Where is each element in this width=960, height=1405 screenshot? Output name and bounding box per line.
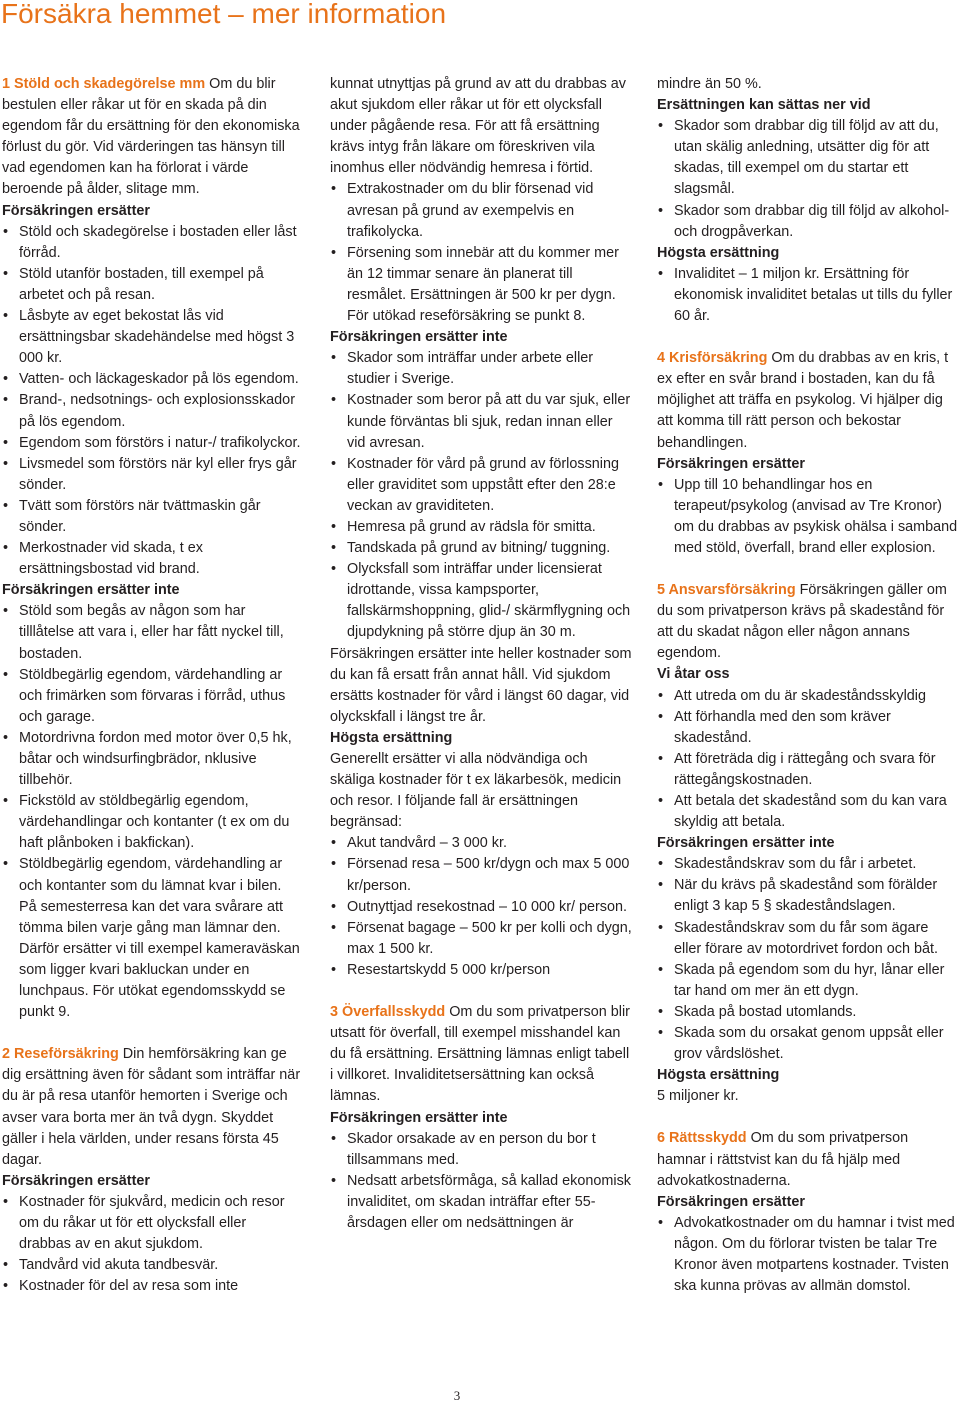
bullet-item: • Outnyttjad resekostnad – 10 000 kr/ person. — [330, 897, 632, 918]
body-text: Försäkringen ersätter inte heller kostnader som du kan få ersatt från annat håll. Vid sjukdom ersätts kostnader för vård i längst 60 dagar, vid olyckskfall i längst tre år. — [330, 645, 632, 725]
bullet-item: • Skada på egendom som du hyr, lånar eller tar hand om mer än ett dygn. — [657, 960, 958, 1002]
section-heading: Försäkringen ersätter — [2, 1172, 150, 1189]
bullet-item: • Att företräda dig i rättegång och svara för rättegångskostnaden. — [657, 749, 958, 791]
bullet-item: • Skada som du orsakat genom uppsåt eller grov vårdslöshet. — [657, 1023, 958, 1065]
section-number-title: 2 Reseförsäkring — [2, 1046, 119, 1063]
bullet-item: • Försening som innebär att du kommer mer än 12 timmar senare än planerat till resmålet. Ersättningen är 500 kr per dygn. För utökad reseförsäkring se punkt 8. — [330, 243, 632, 327]
bullet-item: • Fickstöld av stöldbegärlig egendom, värdehandlingar och kontanter (t ex om du haft plånboken i bakfickan). — [2, 791, 302, 854]
section-paragraph — [2, 74, 302, 201]
bullet-item: • Kostnader som beror på att du var sjuk, eller kunde förväntas bli sjuk, redan innan eller vid avresan. — [330, 390, 632, 453]
paragraph-text: Om du som privatperson blir utsatt för överfall, till exempel misshandel kan du få ersättning. Ersättning lämnas enligt tabell i villkoret. Invaliditetsersättning kan också lämnas. — [330, 1004, 630, 1105]
section-heading: Försäkringen ersätter inte — [657, 835, 835, 852]
section-heading: Ersättningen kan sättas ner vid — [657, 97, 871, 114]
section-spacer — [657, 327, 958, 348]
bullet-item: • Stöld utanför bostaden, till exempel på arbetet och på resan. — [2, 264, 302, 306]
section-heading: Försäkringen ersätter inte — [330, 329, 508, 346]
paragraph-text: Försäkringen gäller om du som privatperson krävs på skadestånd för att du skadat någon eller någon annans egendom. — [657, 582, 947, 662]
bullet-item: • Motordrivna fordon med motor över 0,5 hk, båtar och windsurfingbrädor, nklusive tillbehör. — [2, 728, 302, 791]
bullet-item: • Kostnader för sjukvård, medicin och resor om du råkar ut för ett olycksfall eller drabbas av en akut sjukdom. — [2, 1192, 302, 1255]
section-heading: Vi åtar oss — [657, 666, 730, 683]
bullet-item: • Försenad resa – 500 kr/dygn och max 5 000 kr/person. — [330, 854, 632, 896]
bullet-item: • Livsmedel som förstörs när kyl eller frys går sönder. — [2, 454, 302, 496]
section-number-title: 4 Krisförsäkring — [657, 350, 768, 367]
text-column-3 — [657, 74, 958, 1297]
page-number: 3 — [453, 1388, 461, 1403]
bullet-item: • Skador orsakade av en person du bor t tillsammans med. — [330, 1129, 632, 1171]
paragraph-text: Generellt ersätter vi alla nödvändiga och skäliga kostnader för t ex läkarbesök, medicin och resor. I följande fall är ersättningen begränsad: — [330, 751, 622, 831]
section-number-title: 5 Ansvarsförsäkring — [657, 582, 796, 599]
bullet-item: • Försenat bagage – 500 kr per kolli och dygn, max 1 500 kr. — [330, 918, 632, 960]
paragraph-text: Om du drabbas av en kris, t ex efter en svår brand i bostaden, kan du få möjlighet att träffa en psykolog. Vi hjälper dig att komma till rätt person och bekostar behandlingen. — [657, 350, 949, 451]
section-heading: Högsta ersättning — [330, 729, 453, 746]
bullet-item: • Stöldbegärlig egendom, värdehandling ar och frimärken som förvaras i förråd, uthus och garage. — [2, 665, 302, 728]
page-title: Försäkra hemmet – mer information — [1, 0, 447, 29]
section-spacer — [2, 1023, 302, 1044]
bullet-item: • Olycksfall som inträffar under licensierat idrottande, vissa kampsporter, fallskärmshoppning, glid-/ skärmflygning och djupdykning på större djup än 30 m. — [330, 559, 632, 643]
bullet-item: • Advokatkostnader om du hamnar i tvist med någon. Om du förlorar tvisten be talar Tre Kronor även motpartens kostnader. Tvisten ska kunna prövas av allmän domstol. — [657, 1213, 958, 1297]
bullet-item: • Hemresa på grund av rädsla för smitta. — [330, 517, 632, 538]
section-heading: Försäkringen ersätter inte — [330, 1109, 508, 1126]
section-heading: Försäkringen ersätter — [657, 455, 805, 472]
bullet-item: • Akut tandvård – 3 000 kr. — [330, 833, 632, 854]
section-number-title: 1 Stöld och skadegörelse mm — [2, 76, 206, 92]
bullet-item: • Kostnader för del av resa som inte — [2, 1276, 302, 1297]
bullet-item: • Invaliditet – 1 miljon kr. Ersättning för ekonomisk invaliditet betalas ut tills du fyller 60 år. — [657, 264, 958, 327]
bullet-item: • Tandvård vid akuta tandbesvär. — [2, 1255, 302, 1276]
section-spacer — [657, 559, 958, 580]
bullet-item: • Skador som drabbar dig till följd av att du, utan skälig anledning, utsätter dig för att skadas, till exempel om du startar ett slagsmål. — [657, 116, 958, 200]
section-paragraph — [657, 1128, 958, 1191]
bullet-item: • Merkostnader vid skada, t ex ersättningsbostad vid brand. — [2, 538, 302, 580]
section-spacer — [330, 981, 632, 1002]
body-text: mindre än 50 %. — [657, 76, 762, 92]
bullet-item: • Stöld som begås av någon som har tilllåtelse att vara i, eller har fått nyckel till, bostaden. — [2, 601, 302, 664]
section-number-title: 6 Rättsskydd — [657, 1130, 747, 1147]
section-spacer — [657, 1107, 958, 1128]
section-heading: Försäkringen ersätter — [657, 1193, 805, 1210]
bullet-item: • Att förhandla med den som kräver skadestånd. — [657, 707, 958, 749]
body-text: kunnat utnyttjas på grund av att du drabbas av akut sjukdom eller råkar ut för ett olycksfall under pågående resa. För att få ersättning krävs intyg från läkare om föreskriven vila inomhus eller nödvändig hemresa i förtid. — [330, 76, 627, 177]
section-heading: Högsta ersättning — [657, 244, 780, 261]
bullet-item: • Att utreda om du är skadeståndsskyldig — [657, 686, 958, 707]
text-column-1 — [2, 74, 302, 1297]
section-paragraph — [330, 749, 632, 833]
bullet-item: • Brand-, nedsotnings- och explosionsskador på lös egendom. — [2, 390, 302, 432]
bullet-item: • Skadeståndskrav som du får som ägare eller förare av motordrivet fordon och båt. — [657, 918, 958, 960]
bullet-item: • Skador som drabbar dig till följd av alkohol- och drogpåverkan. — [657, 201, 958, 243]
section-paragraph — [2, 1044, 302, 1171]
bullet-item: • Tandskada på grund av bitning/ tuggning. — [330, 538, 632, 559]
section-paragraph — [657, 580, 958, 664]
section-heading: Försäkringen ersätter inte — [2, 582, 180, 599]
text-column-2 — [330, 74, 632, 1234]
bullet-item: • Nedsatt arbetsförmåga, så kallad ekonomisk invaliditet, om skadan inträffar efter 55-årsdagen eller om nedsättningen är — [330, 1171, 632, 1234]
bullet-item: • Extrakostnader om du blir försenad vid avresan på grund av exempelvis en trafikolycka. — [330, 179, 632, 242]
bullet-item: • Skador som inträffar under arbete eller studier i Sverige. — [330, 348, 632, 390]
section-number-title: 3 Överfallsskydd — [330, 1004, 446, 1021]
section-paragraph — [330, 1002, 632, 1107]
bullet-item: • Egendom som förstörs i natur-/ trafikolyckor. — [2, 433, 302, 454]
bullet-item: • Låsbyte av eget bekostat lås vid ersättningsbar skadehändelse med högst 3 000 kr. — [2, 306, 302, 369]
section-heading: Försäkringen ersätter — [2, 202, 150, 219]
section-paragraph — [657, 348, 958, 453]
bullet-item: • Resestartskydd 5 000 kr/person — [330, 960, 632, 981]
bullet-item: • Upp till 10 behandlingar hos en terapeut/psykolog (anvisad av Tre Kronor) om du drabbas av psykisk ohälsa i samband med stöld, överfall, brand eller explosion. — [657, 475, 958, 559]
paragraph-text: Din hemförsäkring kan ge dig ersättning även för sådant som inträffar när du är på resa utanför hemorten i Sverige och avser vara borta mer än två dygn. Skyddet gäller i hela världen, under resans första 45 dagar. — [2, 1046, 301, 1168]
section-heading: Högsta ersättning — [657, 1067, 780, 1084]
bullet-item: • Tvätt som förstörs när tvättmaskin går sönder. — [2, 496, 302, 538]
bullet-item: • Att betala det skadestånd som du kan vara skyldig att betala. — [657, 791, 958, 833]
bullet-item: • Stöldbegärlig egendom, värdehandling ar och kontanter som du lämnat kvar i bilen. På semesterresa kan det vara svårare att tömma bilen varje gång man lämnar den. Därför ersätter vi till exempel kameraväskan som ligger kvari bakluckan under en lunchpaus. För utökat egendomsskydd se punkt 9. — [2, 854, 302, 1023]
paragraph-text: Om du blir bestulen eller råkar ut för en skada på din egendom får du ersättning för den ekonomiska förlust du gör. Vid värderingen tas hänsyn till vad egendomen kan ha förlorat i värde beroende på ålder, slitage mm. — [2, 76, 300, 198]
bullet-item: • Skadeståndskrav som du får i arbetet. — [657, 854, 958, 875]
body-text: 5 miljoner kr. — [657, 1088, 739, 1105]
paragraph-text: Om du som privatperson hamnar i rättstvist kan du få hjälp med advokatkostnaderna. — [657, 1130, 909, 1189]
bullet-item: • När du krävs på skadestånd som förälder enligt 3 kap 5 § skadeståndslagen. — [657, 875, 958, 917]
bullet-item: • Stöld och skadegörelse i bostaden eller låst förråd. — [2, 222, 302, 264]
bullet-item: • Skada på bostad utomlands. — [657, 1002, 958, 1023]
bullet-item: • Kostnader för vård på grund av förlossning eller graviditet som uppstått efter den 28:e veckan av graviditeten. — [330, 454, 632, 517]
bullet-item: • Vatten- och läckageskador på lös egendom. — [2, 369, 302, 390]
